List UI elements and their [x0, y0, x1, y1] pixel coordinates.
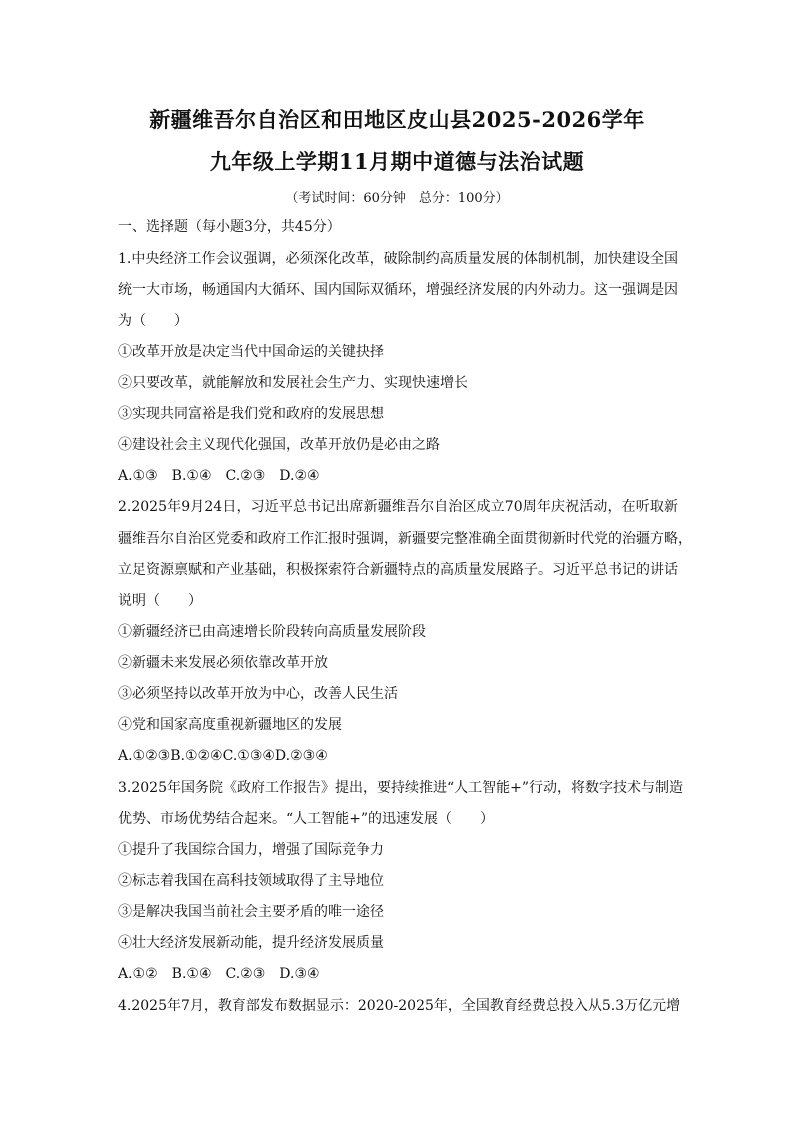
- question-2-answers: A.①②③B.①②④C.①③④D.②③④: [118, 748, 328, 764]
- question-4-text: 4.2025年7月，教育部发布数据显示：2020-2025年，全国教育经费总投入从5.3万亿元增: [118, 998, 681, 1014]
- question-3-option: ②标志着我国在高科技领域取得了主导地位: [118, 873, 384, 889]
- question-1-option: ③实现共同富裕是我们党和政府的发展思想: [118, 406, 384, 422]
- question-2-text: 立足资源禀赋和产业基础，积极探索符合新疆特点的高质量发展路子。习近平总书记的讲话: [118, 562, 678, 578]
- question-3-option: ③是解决我国当前社会主要矛盾的唯一途径: [118, 904, 384, 920]
- section-heading: 一、选择题（每小题3分，共45分）: [118, 219, 341, 235]
- question-2-option: ②新疆未来发展必须依靠改革开放: [118, 655, 328, 671]
- question-1-option: ①改革开放是决定当代中国命运的关键抉择: [118, 344, 384, 360]
- question-3-text: 优势、市场优势结合起来。“人工智能+”的迅速发展（ ）: [118, 811, 495, 827]
- question-1-answers: A.①③ B.①④ C.②③ D.②④: [118, 468, 320, 484]
- question-3-answers: A.①② B.①④ C.②③ D.③④: [118, 966, 320, 982]
- exam-title-line2: 九年级上学期11月期中道德与法治试题: [209, 149, 585, 174]
- question-1-text: 统一大市场，畅通国内大循环、国内国际双循环，增强经济发展的内外动力。这一强调是因: [118, 282, 678, 298]
- question-3-option: ①提升了我国综合国力，增强了国际竞争力: [118, 842, 384, 858]
- question-3-text: 3.2025年国务院《政府工作报告》提出，要持续推进“人工智能+”行动，将数字技术与制造: [118, 780, 684, 796]
- question-2-option: ④党和国家高度重视新疆地区的发展: [118, 717, 342, 733]
- question-1-option: ④建设社会主义现代化强国，改革开放仍是必由之路: [118, 437, 440, 453]
- question-1-text: 为（ ）: [118, 313, 188, 329]
- question-1-text: 1.中央经济工作会议强调，必须深化改革，破除制约高质量发展的体制机制，加快建设全国: [118, 251, 678, 267]
- question-1-option: ②只要改革，就能解放和发展社会生产力、实现快速增长: [118, 375, 468, 391]
- question-2-text: 说明（ ）: [118, 593, 202, 609]
- question-2-text: 2.2025年9月24日，习近平总书记出席新疆维吾尔自治区成立70周年庆祝活动，在听取新: [118, 499, 678, 515]
- question-2-option: ①新疆经济已由高速增长阶段转向高质量发展阶段: [118, 624, 426, 640]
- exam-info: （考试时间：60分钟 总分：100分）: [285, 191, 509, 206]
- question-3-option: ④壮大经济发展新动能，提升经济发展质量: [118, 935, 384, 951]
- question-2-option: ③必须坚持以改革开放为中心，改善人民生活: [118, 686, 398, 702]
- exam-title-line1: 新疆维吾尔自治区和田地区皮山县2025-2026学年: [149, 107, 645, 132]
- question-2-text: 疆维吾尔自治区党委和政府工作汇报时强调，新疆要完整准确全面贯彻新时代党的治疆方略，: [118, 531, 692, 547]
